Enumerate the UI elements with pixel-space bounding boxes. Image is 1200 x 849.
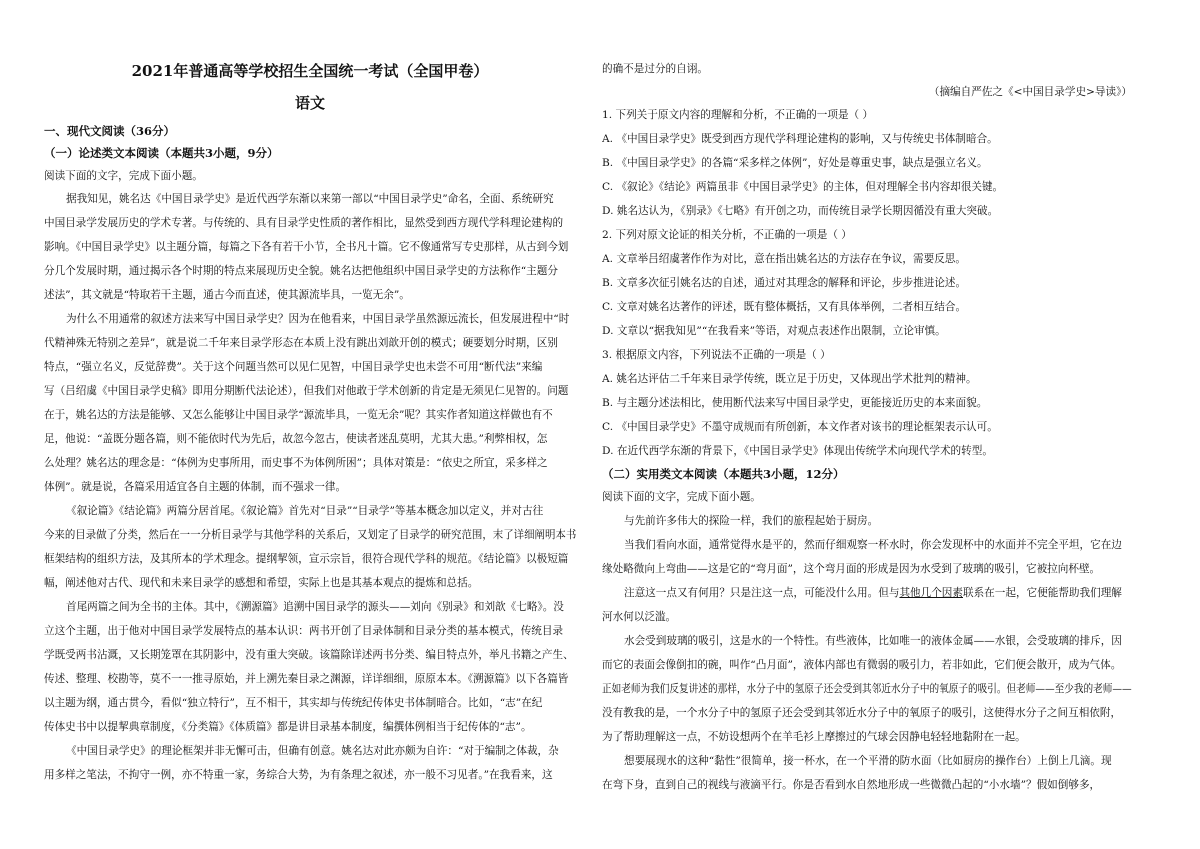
- option-b: B. 文章多次征引姚名达的自述，通过对其理念的解释和评论，步步推进论述。: [602, 277, 967, 289]
- text-line: 学既受两书沾溉，又长期笼罩在其阴影中，没有重大突破。该篇除详述两书分类、编目特点外，举凡书籍之产生、: [44, 649, 574, 661]
- subsection-heading: （二）实用类文本阅读（本题共3小题，12分）: [602, 467, 845, 481]
- text-line: 在弯下身，直到自己的视线与液滴平行。你是否看到水自然地形成一些微微凸起的“小水墙”？假如倒够多，: [602, 779, 1101, 791]
- text-segment: 注意这一点又有何用？只是注这一点，可能没什么用。但与: [624, 587, 900, 599]
- text-line: 特点，“强立名义，反觉辞费”。关于这个问题当然可以见仁见智，中国目录学史也未尝不可用“断代法”来编: [44, 361, 543, 373]
- text-line: 今来的目录做了分类，然后在一一分析目录学与其他学科的关系后，又划定了目录学的研究范围，末了详细阐明本书: [44, 529, 576, 541]
- option-d: D. 在近代西学东渐的背景下，《中国目录学史》体现出传统学术向现代学术的转型。: [602, 445, 993, 457]
- right-column: [602, 0, 1132, 849]
- subject-title: 语文: [294, 94, 325, 112]
- text-line: 河水何以泛滥。: [602, 611, 677, 623]
- question-3: 3. 根据原文内容，下列说法不正确的一项是（ ）: [602, 349, 831, 361]
- text-line: 分几个发展时期，通过揭示各个时期的特点来展现历史全貌。姚名达把他组织中国目录学史的方法称作“主题分: [44, 265, 558, 277]
- underlined-phrase: 其他几个因素: [899, 587, 963, 599]
- text-line: 写（吕绍虞《中国目录学史稿》即用分期断代法论述），但我们对他敢于学术创新的肯定是无须见仁见智的。问题: [44, 385, 569, 397]
- text-segment: 联系在一起，它便能帮助我们理解: [963, 587, 1122, 599]
- question-2: 2. 下列对原文论证的相关分析，不正确的一项是（ ）: [602, 229, 852, 241]
- text-line: 的确不是过分的自诩。: [602, 63, 708, 75]
- text-line: 据我知见，姚名达《中国目录学史》是近代西学东渐以来第一部以“中国目录学史”命名，全面、系统研究: [66, 193, 554, 205]
- text-line: 缘处略微向上弯曲——这是它的“弯月面”，这个弯月面的形成是因为水受到了玻璃的吸引，它被拉向杯壁。: [602, 563, 1101, 575]
- option-a: A. 《中国目录学史》既受到西方现代学科理论建构的影响，又与传统史书体制暗合。: [602, 133, 998, 145]
- text-line: 传体史书中以提挈典章制度，《分类篇》《体质篇》都是讲目录基本制度，编撰体例相当于纪传体的“志”。: [44, 721, 532, 733]
- text-line: 代精神殊无特别之差异”，就是说二千年来目录学形态在本质上没有跳出刘歆开创的模式；硬要划分时期，区别: [44, 337, 558, 349]
- text-line: 用多样之笔法，不拘守一例，亦不特重一家，务综合大势，为有条理之叙述，亦一般不习见者。”在我看来，这: [44, 769, 553, 781]
- text-line: 在于，姚名达的方法是能够、又怎么能够让中国目录学“源流毕具，一览无余”呢？其实作者知道这样做也有不: [44, 409, 553, 421]
- text-line: 水会受到玻璃的吸引，这是水的一个特性。有些液体，比如唯一的液体金属——水银，会受玻璃的排斥，因: [624, 635, 1122, 647]
- text-line: 与先前许多伟大的探险一样，我们的旅程起始于厨房。: [624, 515, 879, 527]
- subsection-heading: （一）论述类文本阅读（本题共3小题，9分）: [44, 146, 279, 160]
- option-b: B. 《中国目录学史》的各篇“采多样之体例”，好处是尊重史事，缺点是强立名义。: [602, 157, 988, 169]
- text-line: 足，他说：“盖既分题各篇，则不能依时代为先后，故忽今忽古，使读者迷乱莫明，尤其大患。”利弊相权，怎: [44, 433, 548, 445]
- option-c: C. 文章对姚名达著作的评述，既有整体概括，又有具体举例，二者相互结合。: [602, 301, 967, 313]
- text-line: 《中国目录学史》的理论框架并非无懈可击，但确有创意。姚名达对此亦颇为自许：“对于编制之体裁，杂: [66, 745, 559, 757]
- text-line: 幅，阐述他对古代、现代和未来目录学的感想和希望，实际上也是其基本观点的提炼和总括。: [44, 577, 479, 589]
- text-line: 正如老师为我们反复讲述的那样，水分子中的氢原子还会受到其邻近水分子中的氧原子的吸引。但老师——至少我的老师——: [602, 683, 1132, 695]
- text-line: 影响。《中国目录学史》以主题分篇，每篇之下各有若干小节，全书凡十篇。它不像通常写专史那样，从古到今划: [44, 241, 569, 253]
- option-b: B. 与主题分述法相比，使用断代法来写中国目录学史，更能接近历史的本来面貌。: [602, 397, 988, 409]
- question-1: 1. 下列关于原文内容的理解和分析，不正确的一项是（ ）: [602, 109, 874, 121]
- option-a: A. 文章举吕绍虞著作作为对比，意在指出姚名达的方法存在争议，需要反思。: [602, 253, 966, 265]
- text-line: 《叙论篇》《结论篇》两篇分居首尾。《叙论篇》首先对“目录”“目录学”等基本概念加以定义，并对古往: [66, 505, 544, 517]
- text-line: 想要展现水的这种“黏性”很简单，接一杯水，在一个平滑的防水面（比如厨房的操作台）上倒上几滴。现: [624, 755, 1112, 767]
- text-line: 没有教我的是，一个水分子中的氢原子还会受到其邻近水分子中的氧原子的吸引，这使得水分子之间互相依附，: [602, 707, 1122, 719]
- instruction: 阅读下面的文字，完成下面小题。: [602, 491, 761, 503]
- text-line: 而它的表面会像倒扣的碗，叫作“凸月面”，液体内部也有微弱的吸引力，若非如此，它们便会散开，成为气体。: [602, 659, 1122, 671]
- text-line: 传述、整理、校勘等，莫不一一推寻原始，并上溯先秦目录之渊源，详详细细，原原本本。《溯源篇》以下各篇皆: [44, 673, 569, 685]
- exam-title: 2021年普通高等学校招生全国统一考试（全国甲卷）: [131, 62, 489, 80]
- option-a: A. 姚名达评估二千年来目录学传统，既立足于历史，又体现出学术批判的精神。: [602, 373, 977, 385]
- text-line: 中国目录学发展历史的学术专著。与传统的、具有目录学史性质的著作相比，显然受到西方现代学科理论建构的: [44, 217, 564, 229]
- text-line: 当我们看向水面，通常觉得水是平的，然而仔细观察一杯水时，你会发现杯中的水面并不完全平坦，它在边: [624, 539, 1122, 551]
- section-heading: 一、现代文阅读（36分）: [44, 124, 176, 138]
- option-d: D. 姚名达认为，《别录》《七略》有开创之功，而传统目录学长期因循没有重大突破。: [602, 205, 999, 217]
- instruction: 阅读下面的文字，完成下面小题。: [44, 170, 203, 182]
- option-c: C. 《叙论》《结论》两篇虽非《中国目录学史》的主体，但对理解全书内容却很关键。: [602, 181, 1004, 193]
- text-line: 么处理？姚名达的理念是：“体例为史事所用，而史事不为体例所困”；具体对策是：“依史之所宜，采多样之: [44, 457, 548, 469]
- option-d: D. 文章以“据我知见”“在我看来”等语，对观点表述作出限制，立论审慎。: [602, 325, 946, 337]
- text-line: 以主题为纲，通古贯今，看似“独立特行”，互不相干，其实却与传统纪传体史书体制暗合。比如，“志”在纪: [44, 697, 543, 709]
- text-line: 体例”。就是说，各篇采用适宜各自主题的体制，而不强求一律。: [44, 481, 347, 493]
- text-line: 首尾两篇之间为全书的主体。其中，《溯源篇》追溯中国目录学的源头——刘向《别录》和刘歆《七略》。没: [66, 601, 564, 613]
- text-line: 为了帮助理解这一点，不妨设想两个在羊毛衫上摩擦过的气球会因静电轻轻地黏附在一起。: [602, 731, 1026, 743]
- text-line: 立这个主题，出于他对中国目录学发展特点的基本认识：两书开创了目录体制和目录分类的基本模式，传统目录: [44, 625, 564, 637]
- text-line: 述法”，其文就是“特取若干主题，通古今而直述，使其源流毕具，一览无余”。: [44, 289, 410, 301]
- text-line: [624, 586, 1122, 600]
- text-line: 为什么不用通常的叙述方法来写中国目录学史？因为在他看来，中国目录学虽然源远流长，但发展进程中“时: [66, 313, 570, 325]
- text-line: 框架结构的组织方法，及其所本的学术理念。提纲挈领，宣示宗旨，很符合现代学科的规范。《结论篇》以极短篇: [44, 553, 569, 565]
- left-column: [44, 0, 576, 849]
- option-c: C. 《中国目录学史》不墨守成规而有所创新，本文作者对该书的理论框架表示认可。: [602, 421, 998, 433]
- source-citation: （摘编自严佐之《<中国目录学史>导读》）: [928, 86, 1132, 98]
